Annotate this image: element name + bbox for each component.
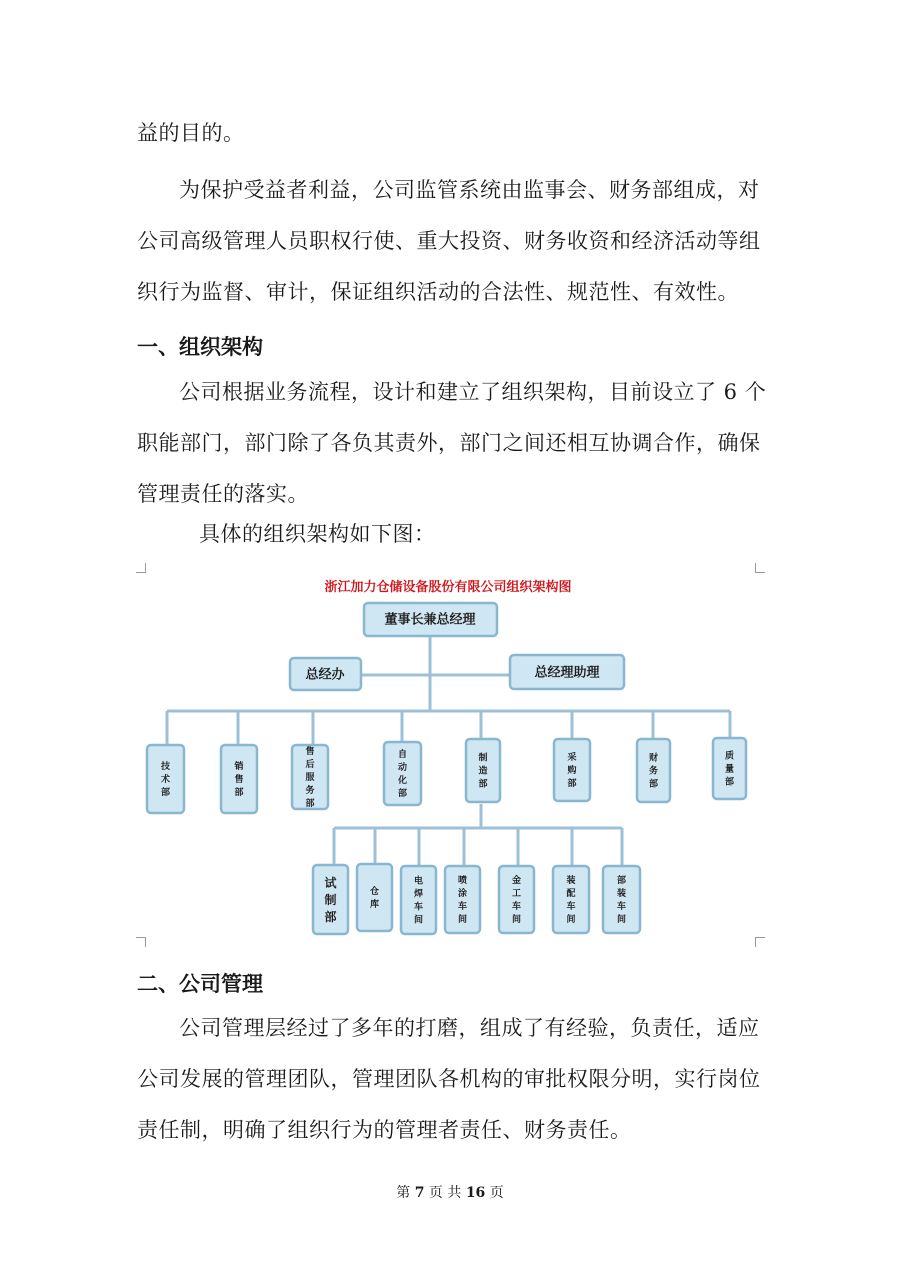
box-dept-0-label: 技术部 (160, 762, 171, 799)
footer-prefix: 第 (396, 1185, 411, 1201)
box-dept-7-label: 质量部 (724, 751, 735, 788)
box-workshop-5-label: 装配车间 (566, 876, 576, 926)
org-chart-boxes (147, 603, 746, 934)
footer-middle: 页 共 (428, 1185, 462, 1201)
box-chairman-label: 董事长兼总经理 (384, 612, 476, 628)
box-dept-7 (713, 738, 746, 799)
box-workshop-3-label: 喷涂车间 (457, 876, 468, 926)
box-workshop-6 (603, 866, 640, 933)
box-workshop-3 (445, 866, 480, 933)
box-dept-3 (384, 742, 421, 805)
org-chart (130, 568, 760, 943)
paragraph-supervision: 为保护受益者利益，公司监管系统由监事会、财务部组成，对公司高级管理人员职权行使、重大投资、财务收资和经济活动等组织行为监督、审计，保证组织活动的合法性、规范性、有效性。 (137, 178, 761, 304)
box-workshop-0-label: 试制部 (324, 875, 337, 924)
box-dept-6 (637, 739, 670, 802)
box-workshop-0 (313, 865, 348, 934)
box-gm-assistant-label: 总经理助理 (534, 665, 600, 681)
box-workshop-4-label: 金工车间 (511, 876, 522, 926)
org-chart-title: 浙江加力仓储设备股份有限公司组织架构图 (324, 580, 572, 595)
box-general-office (290, 658, 361, 690)
box-workshop-5 (553, 866, 589, 933)
section-heading-company-management: 二、公司管理 (137, 972, 263, 996)
box-workshop-1 (357, 864, 392, 931)
box-dept-1 (221, 745, 257, 813)
box-dept-6-label: 财务部 (648, 753, 659, 790)
box-chairman (364, 603, 497, 636)
box-dept-4 (466, 739, 500, 802)
box-dept-1-label: 销售部 (234, 762, 244, 799)
page-footer (0, 1182, 900, 1202)
box-dept-3-label: 自动化部 (397, 750, 408, 800)
paragraph-org-structure: 公司根据业务流程，设计和建立了组织架构，目前设立了 6 个职能部门，部门除了各负其责外，部门之间还相互协调合作，确保管理责任的落实。 (137, 380, 767, 506)
box-gm-assistant (510, 655, 624, 689)
box-workshop-2 (401, 866, 436, 934)
box-dept-2-label: 售后服务部 (305, 747, 315, 810)
paragraph-chart-intro: 具体的组织架构如下图： (199, 522, 436, 546)
box-dept-5-label: 采购部 (567, 753, 577, 790)
box-workshop-2-label: 电焊车间 (413, 876, 424, 926)
paragraph-company-management: 公司管理层经过了多年的打磨，组成了有经验，负责任，适应公司发展的管理团队，管理团队各机构的审批权限分明，实行岗位责任制，明确了组织行为的管理者责任、财务责任。 (137, 1016, 761, 1142)
box-workshop-6-label: 部装车间 (616, 876, 627, 926)
footer-suffix: 页 (489, 1185, 504, 1201)
box-workshop-4 (499, 866, 534, 933)
box-dept-0 (147, 745, 184, 813)
footer-total-pages: 16 (465, 1185, 486, 1201)
box-general-office-label: 总经办 (305, 667, 345, 683)
section-heading-org-structure: 一、组织架构 (137, 335, 263, 359)
box-dept-2 (292, 745, 328, 809)
box-workshop-1-shape (357, 864, 392, 931)
box-workshop-1-label: 仓库 (369, 887, 380, 911)
box-dept-4-label: 制造部 (478, 753, 488, 790)
footer-page-number: 7 (414, 1185, 425, 1201)
box-dept-5 (554, 739, 590, 801)
paragraph-continuation: 益的目的。 (137, 121, 245, 145)
